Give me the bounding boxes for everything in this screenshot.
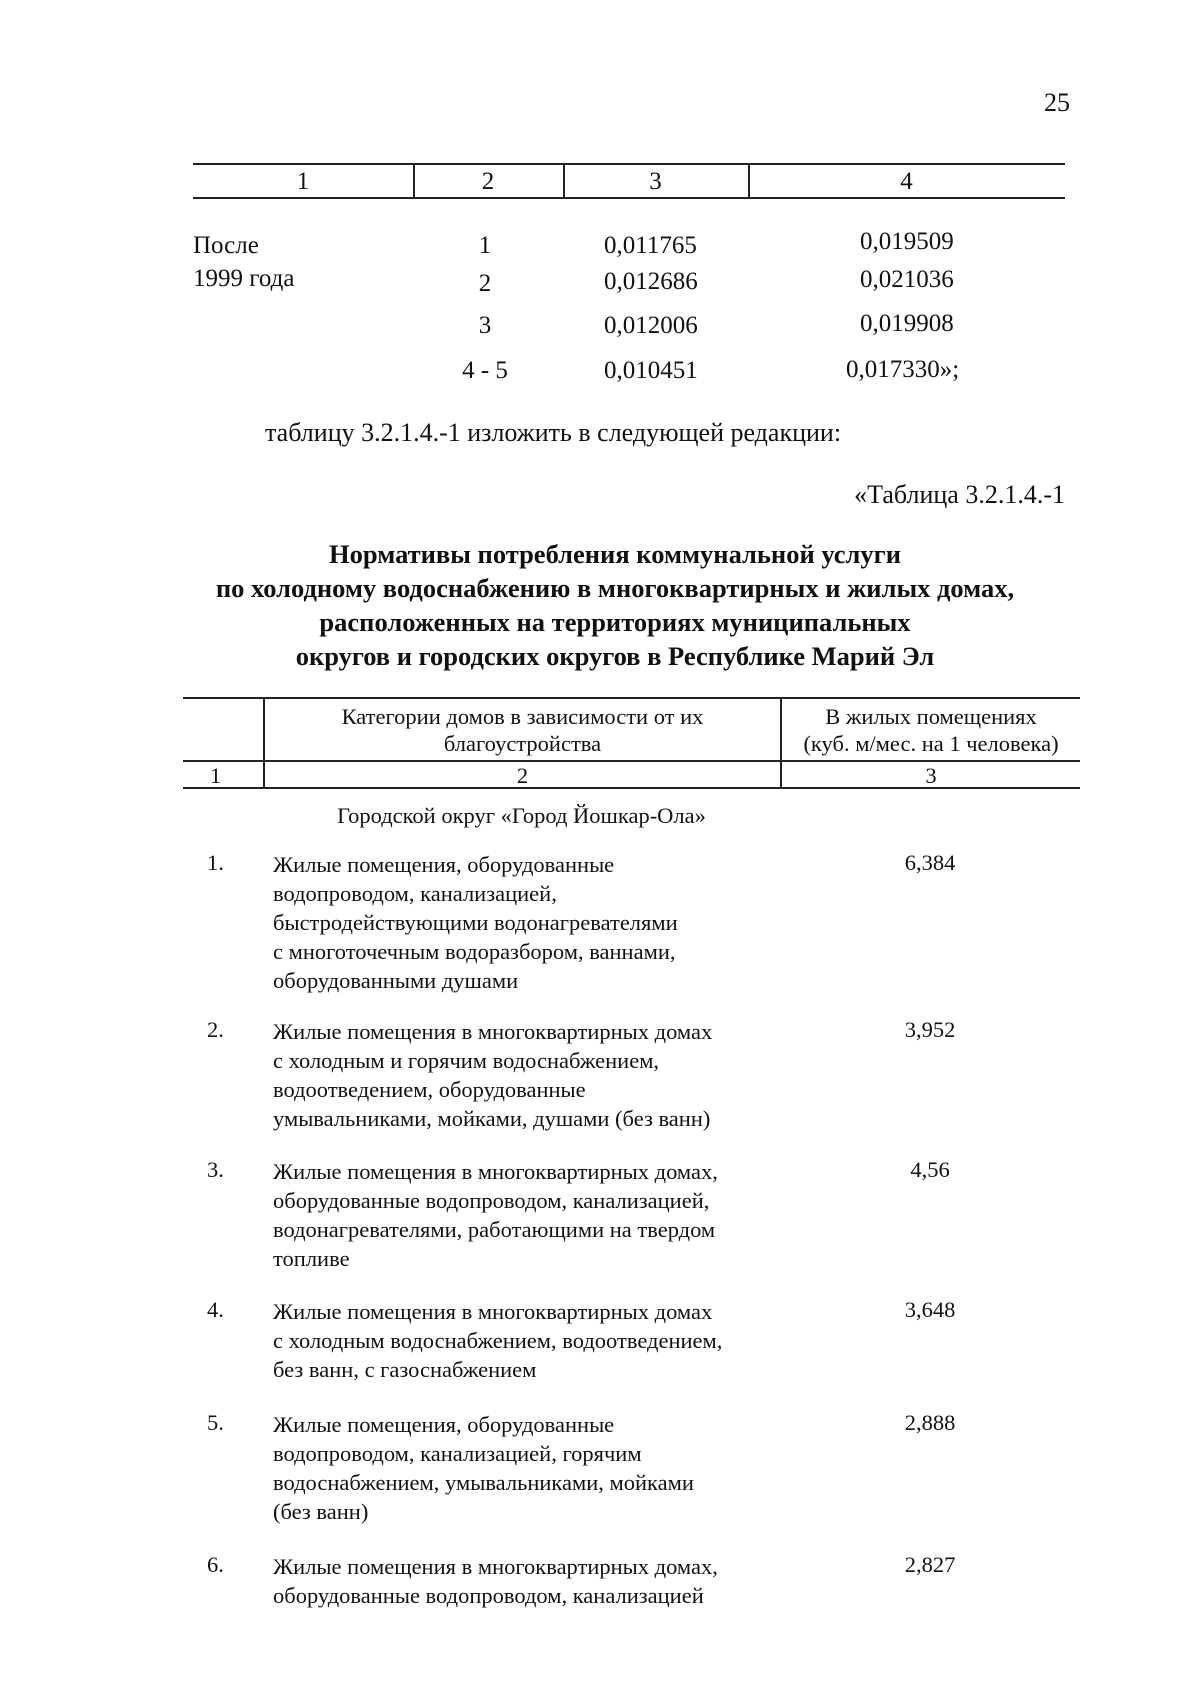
description-line: водопроводом, канализацией, — [273, 881, 557, 906]
description-line: быстродействующими водонагревателями — [273, 910, 678, 935]
description-line: Жилые помещения, оборудованные — [273, 852, 615, 877]
description-line: с многоточечным водоразбором, ваннами, — [273, 939, 676, 964]
value-cell-col4: 0,019908 — [860, 310, 954, 337]
header-category-line1: Категории домов в зависимости от их — [341, 704, 704, 729]
title-line: округов и городских округов в Республике Марий Эл — [295, 641, 935, 671]
floors-cell: 2 — [478, 270, 492, 297]
description-line: умывальниками, мойками, душами (без ванн) — [273, 1106, 711, 1131]
description-line: Жилые помещения, оборудованные — [273, 1412, 615, 1437]
value-cell-col3: 0,011765 — [604, 232, 697, 259]
description-line: водоотведением, оборудованные — [273, 1077, 586, 1102]
header-norm-line2: (куб. м/мес. на 1 человека) — [803, 731, 1059, 756]
title-line: по холодному водоснабжению в многоквартирных и жилых домах, — [215, 573, 1015, 603]
row-description — [273, 1552, 765, 1610]
row-number: 5. — [207, 1410, 224, 1435]
description-line: с холодным и горячим водоснабжением, — [273, 1048, 660, 1073]
row-description — [273, 1157, 765, 1273]
floors-cell: 1 — [478, 232, 492, 259]
description-line: водопроводом, канализацией, горячим — [273, 1441, 642, 1466]
title-line: Нормативы потребления коммунальной услуги — [329, 539, 901, 569]
row-value: 3,952 — [904, 1017, 956, 1042]
value-cell-col3: 0,012006 — [604, 312, 698, 339]
description-line: Жилые помещения в многоквартирных домах — [273, 1019, 713, 1044]
top-col-header-2: 2 — [481, 168, 495, 195]
instruction-text: таблицу 3.2.1.4.-1 изложить в следующей редакции: — [265, 418, 842, 447]
section-heading: Городской округ «Город Йошкар-Ола» — [337, 803, 706, 828]
row-number: 6. — [207, 1552, 224, 1577]
top-col-header-4: 4 — [900, 168, 913, 195]
header-category — [265, 703, 780, 757]
description-line: оборудованными душами — [273, 968, 519, 993]
row-number: 2. — [207, 1017, 224, 1042]
description-line: Жилые помещения в многоквартирных домах, — [273, 1159, 718, 1184]
title-line: расположенных на территориях муниципальных — [319, 607, 911, 637]
value-cell-col4: 0,017330»; — [846, 356, 960, 383]
description-line: без ванн, с газоснабжением — [273, 1357, 537, 1382]
row-value: 4,56 — [910, 1157, 950, 1182]
col-number-1: 1 — [210, 763, 222, 788]
header-norm-line1: В жилых помещениях — [825, 704, 1037, 729]
period-label-line2: 1999 года — [193, 265, 295, 292]
value-cell-col3: 0,012686 — [604, 268, 698, 295]
description-line: с холодным водоснабжением, водоотведением, — [273, 1328, 723, 1353]
header-category-line2: благоустройства — [443, 731, 602, 756]
page-number: 25 — [1044, 88, 1070, 117]
document-title — [150, 537, 1080, 673]
row-number: 3. — [207, 1157, 224, 1182]
description-line: Жилые помещения в многоквартирных домах — [273, 1299, 713, 1324]
row-value: 2,827 — [904, 1552, 956, 1577]
row-description — [273, 1017, 765, 1133]
row-number: 4. — [207, 1297, 224, 1322]
description-line: водоснабжением, умывальниками, мойками — [273, 1470, 694, 1495]
top-col-header-3: 3 — [649, 168, 662, 195]
description-line: топливе — [273, 1246, 350, 1271]
row-number: 1. — [207, 850, 224, 875]
col-number-2: 2 — [516, 763, 529, 788]
description-line: Жилые помещения в многоквартирных домах, — [273, 1554, 718, 1579]
value-cell-col4: 0,021036 — [860, 266, 954, 293]
row-value: 3,648 — [904, 1297, 956, 1322]
value-cell-col4: 0,019509 — [860, 228, 954, 255]
value-cell-col3: 0,010451 — [604, 357, 698, 384]
table-reference: «Таблица 3.2.1.4.-1 — [854, 480, 1065, 509]
description-line: оборудованные водопроводом, канализацией, — [273, 1188, 710, 1213]
row-value: 6,384 — [904, 850, 956, 875]
col-number-3: 3 — [925, 763, 937, 788]
description-line: оборудованные водопроводом, канализацией — [273, 1583, 704, 1608]
header-norm — [782, 703, 1080, 757]
floors-cell: 4 - 5 — [462, 357, 508, 384]
row-description — [273, 1297, 765, 1384]
top-col-header-1: 1 — [296, 168, 310, 195]
row-description — [273, 1410, 765, 1526]
row-value: 2,888 — [904, 1410, 956, 1435]
row-description — [273, 850, 765, 995]
period-label-line1: После — [193, 232, 259, 259]
description-line: водонагревателями, работающими на твердом — [273, 1217, 716, 1242]
floors-cell: 3 — [478, 312, 492, 339]
description-line: (без ванн) — [273, 1499, 369, 1524]
